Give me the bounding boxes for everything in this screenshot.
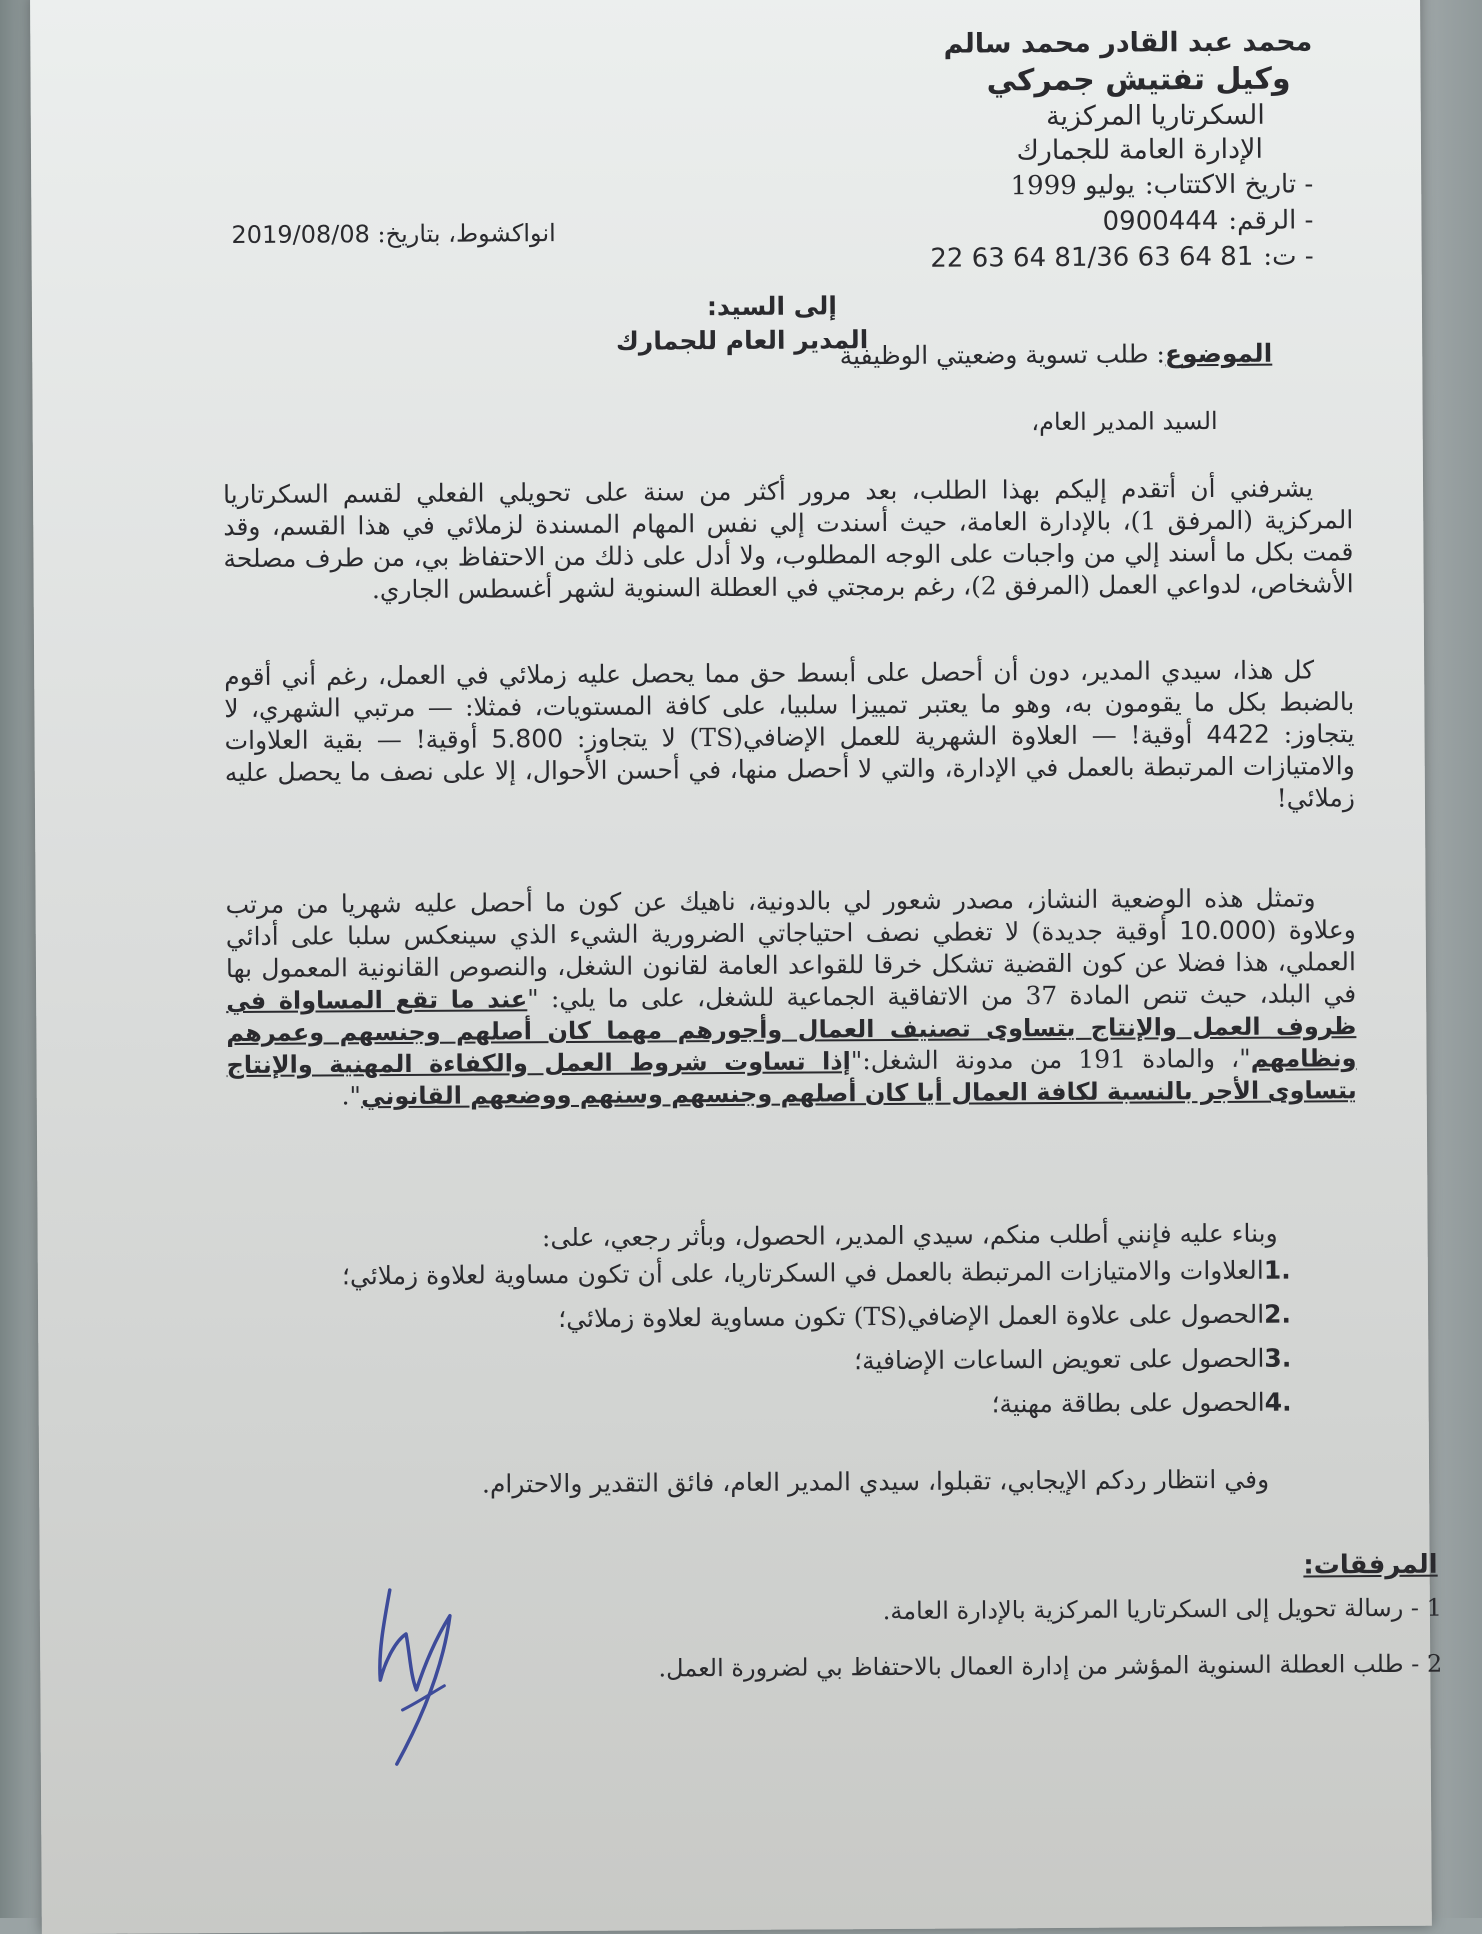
list-item	[309, 1380, 1309, 1430]
place-date-label: انواكشوط، بتاريخ:	[377, 219, 556, 249]
addressee-to: إلى السيد:	[706, 291, 838, 322]
sender-title: وكيل تفتيش جمركي	[986, 61, 1291, 99]
list-item-number: 1.	[1263, 1255, 1291, 1285]
list-item-text: الحصول على بطاقة مهنية؛	[991, 1387, 1265, 1419]
paragraph-3-amount: 10.000	[1179, 915, 1267, 946]
place-date-value: 2019/08/08	[231, 220, 370, 250]
paragraph-1-text: يشرفني أن أتقدم إليكم بهذا الطلب، بعد مرور أكثر من سنة على تحويلي الفعلي لقسم السكرتاريا المركزية (المرفق 1)، بالإدارة العامة، حيث أسندت إلي نفس المهام المسندة لزملائي في هذا القسم، وقد قمت بكل ما أسند إلي من واجبات على الوجه المطلوب، ولا أدل على ذلك من الاحتفاظ بي، من طرف مصلحة الأشخاص، لدواعي العمل (المرفق 2)، رغم برمجتي في العطلة السنوية لشهر أغسطس الجاري.	[222, 473, 1354, 605]
addressee-title: المدير العام للجمارك	[615, 325, 869, 356]
allowances-text: — بقية العلاوات والامتيازات المرتبطة بالعمل في الإدارة، والتي لا أحصل منها، في أحسن الأحوال، إلا على نصف ما يحصل عليه زملائي!	[224, 724, 1356, 813]
letter-page	[30, 0, 1443, 1934]
phone	[754, 238, 1314, 277]
handwritten-signature-icon	[370, 1581, 491, 1772]
list-item-number: 2.	[1264, 1299, 1292, 1329]
list-item	[308, 1336, 1308, 1386]
paragraph-3	[225, 882, 1356, 1113]
employee-number-label: - الرقم:	[1228, 205, 1314, 236]
list-item-text: الحصول على تعويض الساعات الإضافية؛	[854, 1343, 1265, 1376]
paragraph-3-part2: أوقية جديدة) لا تغطي نصف احتياجاتي الضرورية الشيء الذي سينعكس سلبا على أدائي العملي، هذا فضلا عن كون القضية تشكل خرقا للقواعد العامة لقانون الشغل، والنصوص القانونية المعمول بها في البلد، حيث تنص المادة 37 من الاتفاقية الجماعية للشغل، على ما يلي: "	[225, 916, 1357, 1014]
attachment-item: 2 - طلب العطلة السنوية المؤشر من إدارة العمال بالاحتفاظ بي لضرورة العمل.	[658, 1649, 1443, 1683]
hire-date	[753, 166, 1313, 205]
attachments-title: المرفقات:	[1303, 1549, 1438, 1581]
sender-department: السكرتاريا المركزية	[1045, 99, 1265, 133]
employee-number	[753, 202, 1313, 241]
sender-administration: الإدارة العامة للجمارك	[1016, 133, 1264, 167]
closing-line: وفي انتظار ردكم الإيجابي، تقبلوا، سيدي المدير العام، فائق التقدير والاحترام.	[481, 1464, 1270, 1499]
paragraph-3-part3: "، والمادة 191 من مدونة الشغل:"	[850, 1043, 1251, 1076]
request-intro: وبناء عليه فإنني أطلب منكم، سيدي المدير، الحصول، وبأثر رجعي، على:	[541, 1218, 1278, 1253]
ts-unit: أوقية!	[415, 724, 478, 754]
paragraph-2	[224, 654, 1355, 821]
hire-date-value: يوليو 1999	[1010, 170, 1135, 202]
salary-unit: أوقية!	[1130, 720, 1193, 750]
phone-value: 22 63 64 81/36 63 64 81	[930, 241, 1254, 274]
list-item	[308, 1248, 1308, 1298]
quote-article-37: عند ما تقع المساواة في ظروف العمل والإنتاج يتساوى تصنيف العمال وأجورهم مهما كان أصلهم وجنسهم وعمرهم ونظامهم	[226, 985, 1357, 1073]
paragraph-3-part1: وتمثل هذه الوضعية النشاز، مصدر شعور لي بالدونية، ناهيك عن كون ما أحصل عليه شهريا من مرتب وعلاوة (	[225, 883, 1356, 945]
list-item	[308, 1292, 1308, 1342]
subject-text: : طلب تسوية وضعيتي الوظيفية	[839, 339, 1166, 371]
sender-header	[752, 24, 1314, 277]
phone-label: - ت:	[1263, 241, 1314, 272]
attachment-item: 1 - رسالة تحويل إلى السكرتاريا المركزية بالإدارة العامة.	[882, 1593, 1442, 1626]
list-item-number: 3.	[1264, 1343, 1292, 1373]
list-item-number: 4.	[1264, 1387, 1292, 1417]
ts-value: 5.800	[491, 724, 564, 754]
sender-name: محمد عبد القادر محمد سالم	[943, 26, 1313, 60]
request-list	[308, 1248, 1309, 1430]
paragraph-2-intro: كل هذا، سيدي المدير، دون أن أحصل على أبسط حق مما يحصل عليه زملائي في العمل، رغم أني أقوم بالضبط بكل ما يقومون به، وهو ما يعتبر تمييزا سلبيا، على كافة المستويات، فمثلا:	[224, 655, 1355, 722]
hire-date-label: - تاريخ الاكتتاب:	[1144, 169, 1314, 201]
subject-line	[840, 339, 1273, 371]
paragraph-3-part4: ".	[341, 1081, 362, 1111]
ts-text: — العلاوة الشهرية للعمل الإضافي(TS) لا يتجاوز:	[576, 720, 1117, 753]
salary-value: 4422	[1206, 719, 1270, 750]
subject-label: الموضوع	[1164, 338, 1273, 369]
salutation: السيد المدير العام،	[1031, 406, 1218, 437]
salary-text: — مرتبي الشهري، لا يتجاوز:	[224, 692, 1355, 749]
list-item-text: الحصول على علاوة العمل الإضافي(TS) تكون مساوية لعلاوة زملائي؛	[558, 1299, 1265, 1334]
employee-number-value: 0900444	[1102, 205, 1219, 237]
place-and-date	[231, 219, 555, 249]
quote-article-191: إذا تساوت شروط العمل والكفاءة المهنية والإنتاج يتساوى الأجر بالنسبة لكافة العمال أيا كان أصلهم وجنسهم وسنهم ووضعهم القانوني	[226, 1047, 1357, 1111]
paragraph-1	[223, 472, 1354, 607]
list-item-text: العلاوات والامتيازات المرتبطة بالعمل في السكرتاريا، على أن تكون مساوية لعلاوة زملائي؛	[341, 1255, 1264, 1291]
